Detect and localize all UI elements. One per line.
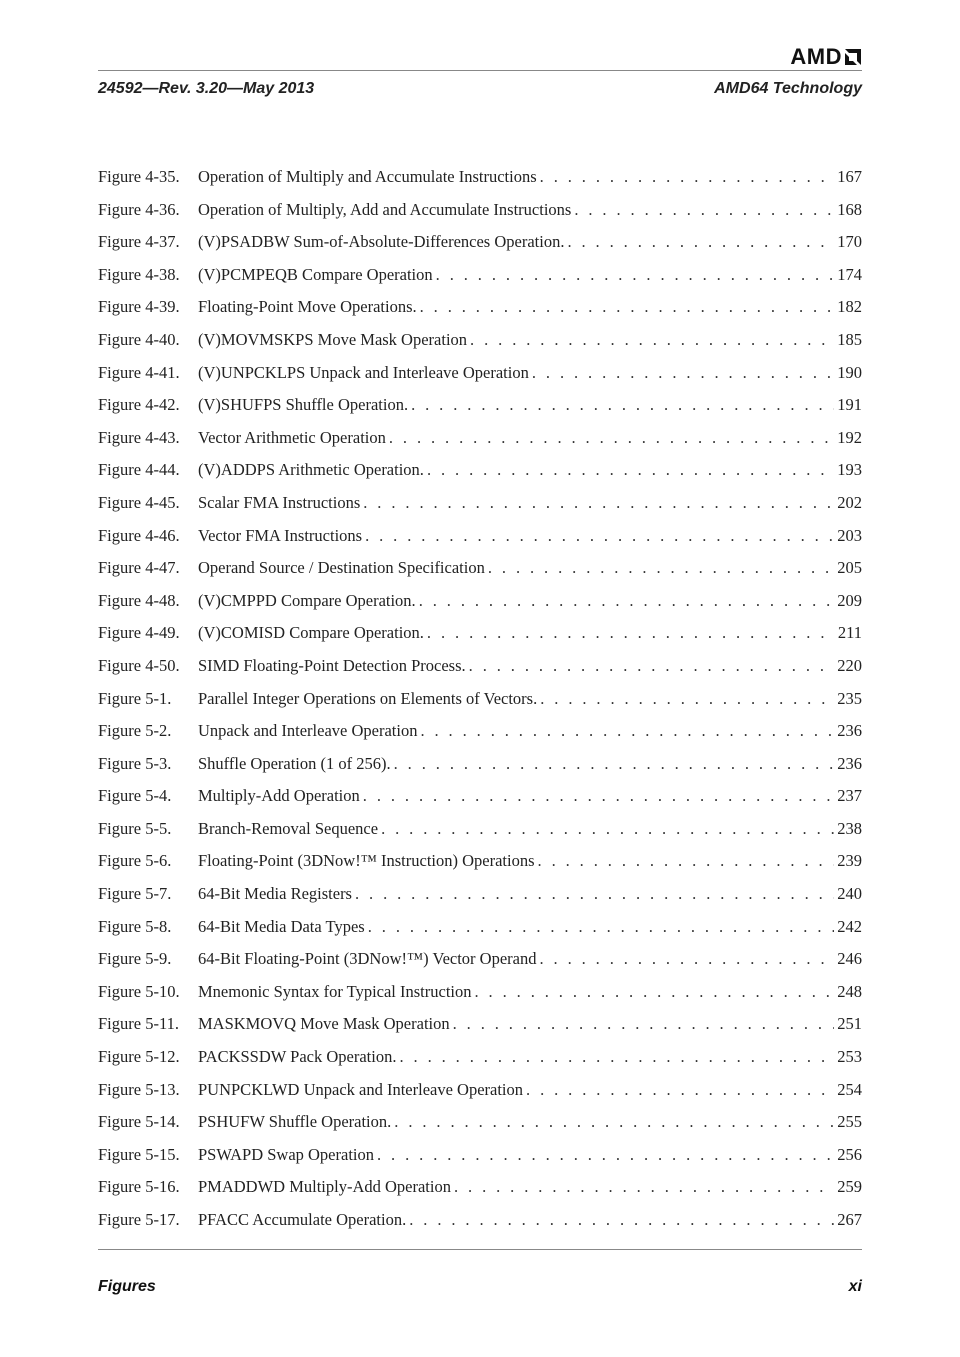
figure-number: Figure 5-13. bbox=[98, 1079, 180, 1099]
dot-leader bbox=[409, 1204, 834, 1237]
dot-leader bbox=[532, 357, 834, 390]
figure-number: Figure 4-37. bbox=[98, 232, 180, 252]
toc-entry[interactable] bbox=[98, 976, 862, 1009]
toc-entry[interactable] bbox=[98, 813, 862, 846]
figure-number: Figure 5-1. bbox=[98, 688, 172, 708]
figure-title: Operand Source / Destination Specification bbox=[198, 558, 485, 578]
figure-page: 248 bbox=[837, 981, 862, 1001]
dot-leader bbox=[475, 976, 835, 1009]
figure-number: Figure 4-39. bbox=[98, 297, 180, 317]
toc-entry[interactable] bbox=[98, 943, 862, 976]
figure-title: MASKMOVQ Move Mask Operation bbox=[198, 1014, 450, 1034]
figure-number: Figure 4-48. bbox=[98, 590, 180, 610]
dot-leader bbox=[574, 194, 834, 227]
toc-entry[interactable] bbox=[98, 389, 862, 422]
figure-number: Figure 5-8. bbox=[98, 916, 172, 936]
figure-page: 236 bbox=[837, 721, 862, 741]
dot-leader bbox=[453, 1008, 835, 1041]
toc-entry[interactable] bbox=[98, 454, 862, 487]
dot-leader bbox=[488, 552, 834, 585]
figure-number: Figure 5-2. bbox=[98, 721, 172, 741]
figure-page: 174 bbox=[837, 264, 862, 284]
figure-number: Figure 4-45. bbox=[98, 492, 180, 512]
dot-leader bbox=[389, 422, 834, 455]
dot-leader bbox=[399, 1041, 834, 1074]
toc-entry[interactable] bbox=[98, 259, 862, 292]
figure-title: Operation of Multiply and Accumulate Instructions bbox=[198, 167, 537, 186]
figure-title: Scalar FMA Instructions bbox=[198, 492, 361, 512]
figure-page: 236 bbox=[837, 753, 862, 773]
dot-leader bbox=[420, 715, 834, 748]
figure-page: 253 bbox=[837, 1047, 862, 1067]
toc-entry[interactable] bbox=[98, 194, 862, 227]
figure-title: Vector Arithmetic Operation bbox=[198, 427, 386, 447]
figure-title: PUNPCKLWD Unpack and Interleave Operation bbox=[198, 1079, 524, 1099]
figure-number: Figure 4-43. bbox=[98, 427, 180, 447]
figure-page: 182 bbox=[837, 297, 862, 317]
toc-entry[interactable] bbox=[98, 845, 862, 878]
figure-title: 64-Bit Media Data Types bbox=[198, 916, 365, 936]
dot-leader bbox=[394, 1106, 834, 1139]
figure-page: 203 bbox=[837, 525, 862, 545]
toc-entry[interactable] bbox=[98, 487, 862, 520]
toc-entry[interactable] bbox=[98, 1139, 862, 1172]
figure-title: (V)COMISD Compare Operation. bbox=[198, 623, 424, 643]
toc-entry[interactable] bbox=[98, 585, 862, 618]
dot-leader bbox=[363, 780, 834, 813]
page-number: xi bbox=[848, 1278, 862, 1295]
figure-page: 242 bbox=[837, 916, 862, 936]
header-rule bbox=[98, 70, 862, 71]
figure-number: Figure 5-17. bbox=[98, 1210, 180, 1229]
figure-number: Figure 5-10. bbox=[98, 981, 180, 1001]
figure-page: 246 bbox=[837, 949, 862, 969]
figure-title: Unpack and Interleave Operation bbox=[198, 721, 418, 741]
figure-page: 256 bbox=[837, 1144, 862, 1164]
figure-page: 267 bbox=[837, 1210, 862, 1229]
dot-leader bbox=[539, 943, 834, 976]
toc-entry[interactable] bbox=[98, 422, 862, 455]
dot-leader bbox=[567, 226, 834, 259]
figure-title: PACKSSDW Pack Operation. bbox=[198, 1047, 397, 1067]
toc-entry[interactable] bbox=[98, 748, 862, 781]
figure-page: 209 bbox=[837, 590, 862, 610]
dot-leader bbox=[538, 845, 835, 878]
figure-number: Figure 5-3. bbox=[98, 753, 172, 773]
figure-page: 190 bbox=[837, 362, 862, 382]
figure-page: 255 bbox=[837, 1112, 862, 1132]
toc-entry[interactable] bbox=[98, 1008, 862, 1041]
doc-revision: 24592—Rev. 3.20—May 2013 bbox=[98, 80, 315, 97]
figure-page: 220 bbox=[837, 655, 862, 675]
dot-leader bbox=[540, 161, 835, 194]
figure-title: PSHUFW Shuffle Operation. bbox=[198, 1112, 392, 1132]
dot-leader bbox=[427, 617, 835, 650]
doc-title: AMD64 Technology bbox=[714, 80, 862, 97]
figure-page: 237 bbox=[837, 786, 862, 806]
toc-entry[interactable] bbox=[98, 520, 862, 553]
figure-page: 192 bbox=[837, 427, 862, 447]
toc-entry[interactable] bbox=[98, 1106, 862, 1139]
figure-page: 205 bbox=[837, 558, 862, 578]
figure-title: Operation of Multiply, Add and Accumulate Instructions bbox=[198, 199, 572, 219]
dot-leader bbox=[394, 748, 835, 781]
toc-entry[interactable] bbox=[98, 1074, 862, 1107]
toc-entry[interactable] bbox=[98, 1171, 862, 1204]
figure-page: 239 bbox=[837, 851, 862, 871]
figure-number: Figure 5-15. bbox=[98, 1144, 180, 1164]
figure-number: Figure 4-50. bbox=[98, 655, 180, 675]
figure-title: Branch-Removal Sequence bbox=[198, 818, 379, 838]
toc-entry[interactable] bbox=[98, 161, 862, 194]
toc-entry[interactable] bbox=[98, 324, 862, 357]
toc-entry[interactable] bbox=[98, 780, 862, 813]
figure-title: Multiply-Add Operation bbox=[198, 786, 360, 806]
figure-page: 240 bbox=[837, 884, 862, 904]
figure-title: Parallel Integer Operations on Elements of Vectors. bbox=[198, 688, 538, 708]
amd-arrow-icon bbox=[844, 48, 862, 66]
dot-leader bbox=[420, 291, 835, 324]
figure-page: 202 bbox=[837, 492, 862, 512]
dot-leader bbox=[411, 389, 834, 422]
amd-logo bbox=[790, 44, 862, 70]
figure-page: 185 bbox=[837, 329, 862, 349]
toc-entry[interactable] bbox=[98, 1041, 862, 1074]
toc-entry[interactable] bbox=[98, 650, 862, 683]
figure-title: Floating-Point (3DNow!™ Instruction) Operations bbox=[198, 851, 535, 871]
dot-leader bbox=[377, 1139, 834, 1172]
figure-number: Figure 4-35. bbox=[98, 167, 180, 186]
figure-title: Shuffle Operation (1 of 256). bbox=[198, 753, 391, 773]
figure-number: Figure 5-11. bbox=[98, 1014, 179, 1034]
dot-leader bbox=[540, 683, 834, 716]
toc-entry[interactable] bbox=[98, 878, 862, 911]
figure-number: Figure 5-4. bbox=[98, 786, 172, 806]
figure-title: (V)SHUFPS Shuffle Operation. bbox=[198, 395, 409, 415]
figure-number: Figure 5-12. bbox=[98, 1047, 180, 1067]
toc-entry[interactable] bbox=[98, 1204, 862, 1237]
figure-list bbox=[98, 161, 862, 1237]
figure-page: 193 bbox=[837, 460, 862, 480]
dot-leader bbox=[381, 813, 834, 846]
figure-page: 167 bbox=[837, 167, 862, 186]
dot-leader bbox=[355, 878, 834, 911]
figure-number: Figure 4-41. bbox=[98, 362, 180, 382]
figure-title: 64-Bit Media Registers bbox=[198, 884, 352, 904]
dot-leader bbox=[470, 324, 834, 357]
toc-entry[interactable] bbox=[98, 617, 862, 650]
figure-title: PFACC Accumulate Operation. bbox=[198, 1210, 407, 1229]
toc-entry[interactable] bbox=[98, 357, 862, 390]
toc-entry[interactable] bbox=[98, 552, 862, 585]
section-name: Figures bbox=[98, 1278, 156, 1295]
figure-title: PSWAPD Swap Operation bbox=[198, 1144, 374, 1164]
dot-leader bbox=[368, 911, 835, 944]
figure-number: Figure 4-44. bbox=[98, 460, 180, 480]
figure-number: Figure 4-36. bbox=[98, 199, 180, 219]
figure-title: SIMD Floating-Point Detection Process. bbox=[198, 655, 466, 675]
figure-number: Figure 5-14. bbox=[98, 1112, 180, 1132]
dot-leader bbox=[469, 650, 835, 683]
toc-entry[interactable] bbox=[98, 226, 862, 259]
toc-entry[interactable] bbox=[98, 683, 862, 716]
figure-page: 254 bbox=[837, 1079, 862, 1099]
figure-title: (V)CMPPD Compare Operation. bbox=[198, 590, 416, 610]
dot-leader bbox=[454, 1171, 834, 1204]
toc-entry[interactable] bbox=[98, 291, 862, 324]
figure-title: (V)PCMPEQB Compare Operation bbox=[198, 264, 433, 284]
figure-number: Figure 5-6. bbox=[98, 851, 172, 871]
figure-number: Figure 5-9. bbox=[98, 949, 172, 969]
dot-leader bbox=[436, 259, 835, 292]
amd-logo-text: AMD bbox=[790, 44, 842, 69]
figure-page: 170 bbox=[837, 232, 862, 252]
figure-title: Mnemonic Syntax for Typical Instruction bbox=[198, 981, 472, 1001]
dot-leader bbox=[419, 585, 835, 618]
figure-number: Figure 4-38. bbox=[98, 264, 180, 284]
figure-number: Figure 4-49. bbox=[98, 623, 180, 643]
dot-leader bbox=[363, 487, 834, 520]
figure-title: (V)PSADBW Sum-of-Absolute-Differences Operation. bbox=[198, 232, 565, 252]
figure-page: 259 bbox=[837, 1177, 862, 1197]
figure-number: Figure 4-42. bbox=[98, 395, 180, 415]
figure-number: Figure 5-7. bbox=[98, 884, 172, 904]
figure-page: 235 bbox=[837, 688, 862, 708]
figure-page: 191 bbox=[837, 395, 862, 415]
figure-title: Floating-Point Move Operations. bbox=[198, 297, 417, 317]
figure-title: (V)ADDPS Arithmetic Operation. bbox=[198, 460, 424, 480]
figure-number: Figure 4-46. bbox=[98, 525, 180, 545]
figure-page: 168 bbox=[837, 199, 862, 219]
figure-title: (V)MOVMSKPS Move Mask Operation bbox=[198, 329, 468, 349]
figure-title: (V)UNPCKLPS Unpack and Interleave Operation bbox=[198, 362, 529, 382]
footer-rule bbox=[98, 1249, 862, 1250]
figure-number: Figure 5-5. bbox=[98, 818, 172, 838]
toc-entry[interactable] bbox=[98, 715, 862, 748]
dot-leader bbox=[526, 1074, 834, 1107]
figure-page: 251 bbox=[837, 1014, 862, 1034]
figure-page: 211 bbox=[837, 623, 862, 643]
dot-leader bbox=[365, 520, 834, 553]
figure-number: Figure 5-16. bbox=[98, 1177, 180, 1197]
figure-title: Vector FMA Instructions bbox=[198, 525, 363, 545]
figure-title: 64-Bit Floating-Point (3DNow!™) Vector Operand bbox=[198, 949, 537, 969]
figure-number: Figure 4-40. bbox=[98, 329, 180, 349]
dot-leader bbox=[427, 454, 834, 487]
figure-page: 238 bbox=[837, 818, 862, 838]
figure-title: PMADDWD Multiply-Add Operation bbox=[198, 1177, 451, 1197]
toc-entry[interactable] bbox=[98, 911, 862, 944]
figure-number: Figure 4-47. bbox=[98, 558, 180, 578]
